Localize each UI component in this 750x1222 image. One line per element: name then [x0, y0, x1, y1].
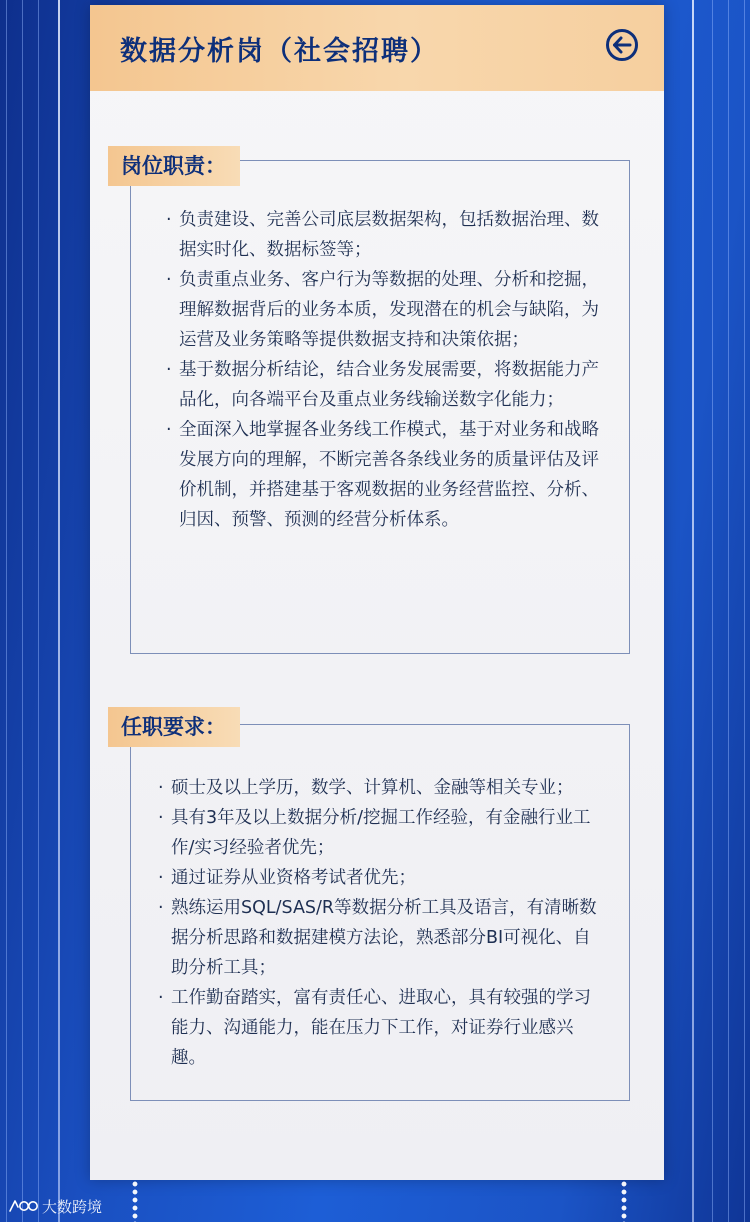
responsibilities-heading: 岗位职责： — [108, 146, 240, 186]
list-item: · 熟练运用SQL/SAS/R等数据分析工具及语言，有清晰数据分析思路和数据建模方法论，熟悉部分BI可视化、自助分析工具； — [158, 893, 608, 983]
job-card — [90, 5, 664, 1180]
list-item: · 负责建设、完善公司底层数据架构，包括数据治理、数据实时化、数据标签等； — [166, 205, 611, 265]
background-stripe — [22, 0, 23, 1222]
watermark-text: 大数跨境 — [42, 1197, 103, 1216]
background-stripe — [728, 0, 729, 1222]
requirements-heading: 任职要求： — [108, 707, 240, 747]
responsibilities-list — [166, 205, 611, 535]
back-button[interactable] — [605, 28, 639, 62]
right-rail — [692, 0, 694, 1222]
back-arrow-circle-icon — [605, 28, 639, 62]
list-item: · 硕士及以上学历，数学、计算机、金融等相关专业； — [158, 773, 608, 803]
list-item: · 全面深入地掌握各业务线工作模式，基于对业务和战略发展方向的理解，不断完善各条线业务的质量评估及评价机制，并搭建基于客观数据的业务经营监控、分析、归因、预警、预测的经营分析体系。 — [166, 415, 611, 535]
list-item: · 通过证券从业资格考试者优先； — [158, 863, 608, 893]
background-stripe — [744, 0, 745, 1222]
decorative-dots — [131, 1180, 139, 1222]
watermark — [8, 1194, 102, 1218]
background-stripe — [6, 0, 7, 1222]
requirements-list — [158, 773, 608, 1073]
list-item: · 基于数据分析结论，结合业务发展需要，将数据能力产品化，向各端平台及重点业务线输送数字化能力； — [166, 355, 611, 415]
background-stripe — [712, 0, 713, 1222]
page-title: 数据分析岗（社会招聘） — [120, 36, 439, 67]
decorative-dots — [620, 1180, 628, 1222]
background-stripe — [38, 0, 39, 1222]
list-item: · 具有3年及以上数据分析/挖掘工作经验，有金融行业工作/实习经验者优先； — [158, 803, 608, 863]
dashu-logo-icon — [8, 1198, 38, 1214]
left-rail — [58, 0, 60, 1222]
list-item: · 工作勤奋踏实，富有责任心、进取心，具有较强的学习能力、沟通能力，能在压力下工作，对证券行业感兴趣。 — [158, 983, 608, 1073]
card-header — [90, 5, 664, 91]
list-item: · 负责重点业务、客户行为等数据的处理、分析和挖掘，理解数据背后的业务本质，发现潜在的机会与缺陷，为运营及业务策略等提供数据支持和决策依据； — [166, 265, 611, 355]
